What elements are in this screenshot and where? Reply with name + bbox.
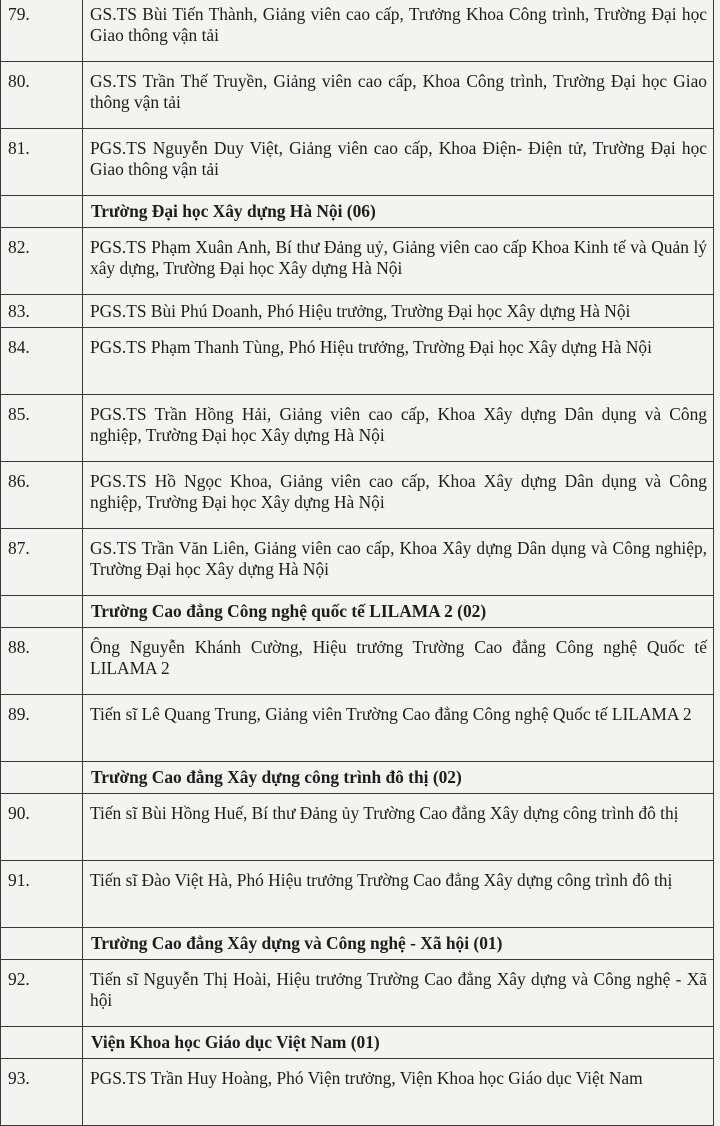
member-description: PGS.TS Trần Huy Hoàng, Phó Viện trưởng, Viện Khoa học Giáo dục Việt Nam	[83, 1059, 714, 1126]
table-row	[1, 861, 714, 928]
section-header-row	[1, 196, 714, 228]
member-description: Ông Nguyễn Khánh Cường, Hiệu trưởng Trường Cao đẳng Công nghệ Quốc tế LILAMA 2	[83, 628, 714, 695]
table-row	[1, 529, 714, 596]
section-header-row	[1, 1027, 714, 1059]
table-row	[1, 695, 714, 762]
member-description: Tiến sĩ Đào Việt Hà, Phó Hiệu trưởng Trường Cao đẳng Xây dựng công trình đô thị	[83, 861, 714, 928]
section-title: Trường Cao đẳng Xây dựng và Công nghệ - Xã hội (01)	[83, 928, 714, 960]
section-header-row	[1, 928, 714, 960]
table-row	[1, 295, 714, 328]
row-number: 89.	[1, 695, 83, 762]
table-row	[1, 328, 714, 395]
row-number: 88.	[1, 628, 83, 695]
row-number: 87.	[1, 529, 83, 596]
row-number: 93.	[1, 1059, 83, 1126]
table-row	[1, 462, 714, 529]
table-row	[1, 628, 714, 695]
member-description: GS.TS Trần Thế Truyền, Giảng viên cao cấp, Khoa Công trình, Trường Đại học Giao thông vận tải	[83, 62, 714, 129]
row-number: 92.	[1, 960, 83, 1027]
table-row	[1, 228, 714, 295]
section-title: Trường Cao đẳng Xây dựng công trình đô thị (02)	[83, 762, 714, 794]
table-row	[1, 62, 714, 129]
row-number: 82.	[1, 228, 83, 295]
table-row	[1, 395, 714, 462]
member-description: PGS.TS Trần Hồng Hải, Giảng viên cao cấp, Khoa Xây dựng Dân dụng và Công nghiệp, Trường Đại học Xây dựng Hà Nội	[83, 395, 714, 462]
table-row	[1, 129, 714, 196]
row-number: 91.	[1, 861, 83, 928]
section-title: Viện Khoa học Giáo dục Việt Nam (01)	[83, 1027, 714, 1059]
member-description: Tiến sĩ Lê Quang Trung, Giảng viên Trường Cao đẳng Công nghệ Quốc tế LILAMA 2	[83, 695, 714, 762]
member-description: PGS.TS Nguyễn Duy Việt, Giảng viên cao cấp, Khoa Điện- Điện tử, Trường Đại học Giao thông vận tải	[83, 129, 714, 196]
section-title: Trường Đại học Xây dựng Hà Nội (06)	[83, 196, 714, 228]
section-number-cell	[1, 928, 83, 960]
member-description: Tiến sĩ Bùi Hồng Huế, Bí thư Đảng ủy Trường Cao đẳng Xây dựng công trình đô thị	[83, 794, 714, 861]
row-number: 80.	[1, 62, 83, 129]
section-title: Trường Cao đẳng Công nghệ quốc tế LILAMA 2 (02)	[83, 596, 714, 628]
row-number: 86.	[1, 462, 83, 529]
row-number: 85.	[1, 395, 83, 462]
member-description: Tiến sĩ Nguyễn Thị Hoài, Hiệu trưởng Trường Cao đẳng Xây dựng và Công nghệ - Xã hội	[83, 960, 714, 1027]
table-row	[1, 1059, 714, 1126]
table-row	[1, 960, 714, 1027]
member-list-body	[1, 0, 714, 1126]
section-header-row	[1, 762, 714, 794]
row-number: 81.	[1, 129, 83, 196]
row-number: 90.	[1, 794, 83, 861]
table-row	[1, 0, 714, 62]
section-number-cell	[1, 762, 83, 794]
member-description: PGS.TS Phạm Xuân Anh, Bí thư Đảng uỷ, Giảng viên cao cấp Khoa Kinh tế và Quản lý xây dựng, Trường Đại học Xây dựng Hà Nội	[83, 228, 714, 295]
row-number: 79.	[1, 0, 83, 62]
table-row	[1, 794, 714, 861]
member-description: GS.TS Bùi Tiến Thành, Giảng viên cao cấp, Trưởng Khoa Công trình, Trường Đại học Giao thông vận tải	[83, 0, 714, 62]
section-number-cell	[1, 196, 83, 228]
member-description: GS.TS Trần Văn Liên, Giảng viên cao cấp, Khoa Xây dựng Dân dụng và Công nghiệp, Trường Đại học Xây dựng Hà Nội	[83, 529, 714, 596]
row-number: 84.	[1, 328, 83, 395]
member-description: PGS.TS Bùi Phú Doanh, Phó Hiệu trưởng, Trường Đại học Xây dựng Hà Nội	[83, 295, 714, 328]
row-number: 83.	[1, 295, 83, 328]
member-description: PGS.TS Phạm Thanh Tùng, Phó Hiệu trưởng, Trường Đại học Xây dựng Hà Nội	[83, 328, 714, 395]
section-header-row	[1, 596, 714, 628]
section-number-cell	[1, 1027, 83, 1059]
member-description: PGS.TS Hồ Ngọc Khoa, Giảng viên cao cấp, Khoa Xây dựng Dân dụng và Công nghiệp, Trường Đại học Xây dựng Hà Nội	[83, 462, 714, 529]
section-number-cell	[1, 596, 83, 628]
